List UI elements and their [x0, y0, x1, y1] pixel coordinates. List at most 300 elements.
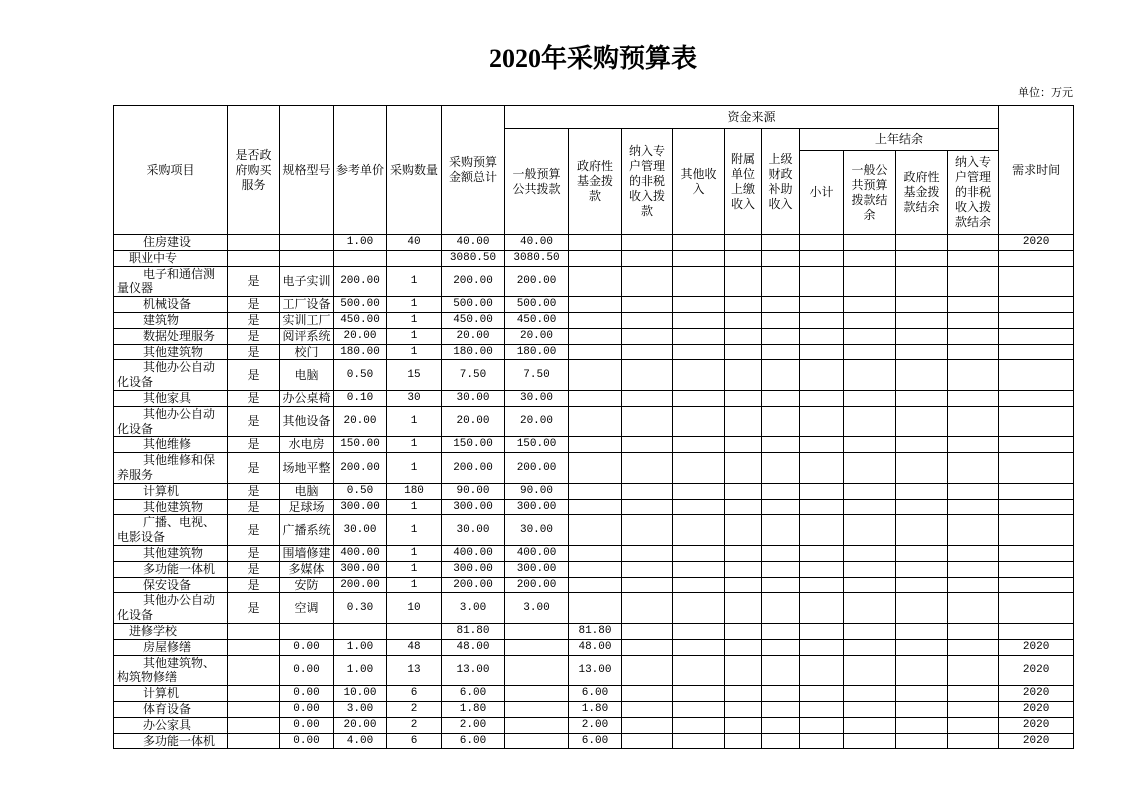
cell-total-budget: 150.00 [442, 437, 505, 453]
cell-total-budget: 81.80 [442, 623, 505, 639]
cell-balance-subtotal [800, 266, 844, 297]
cell-item: 职业中专 [114, 250, 228, 266]
cell-balance-gov-fund [896, 312, 948, 328]
cell-balance-general-budget [844, 437, 896, 453]
cell-quantity: 1 [387, 515, 442, 546]
cell-balance-subtotal [800, 360, 844, 391]
cell-balance-gov-fund [896, 483, 948, 499]
cell-gov-fund [569, 297, 622, 313]
cell-balance-subtotal [800, 297, 844, 313]
cell-superior-subsidy [762, 686, 800, 702]
cell-balance-subtotal [800, 701, 844, 717]
header-balance-subtotal [800, 151, 844, 235]
cell-gov-purchase [228, 733, 280, 749]
cell-quantity: 1 [387, 406, 442, 437]
cell-gov-purchase [228, 717, 280, 733]
cell-unit-price: 4.00 [334, 733, 387, 749]
cell-demand-time [999, 312, 1074, 328]
cell-gov-fund [569, 312, 622, 328]
cell-balance-general-budget [844, 623, 896, 639]
header-quantity-label: 采购数量 [389, 162, 438, 177]
cell-quantity: 1 [387, 266, 442, 297]
cell-balance-gov-fund [896, 499, 948, 515]
cell-item: 其他建筑物 [114, 499, 228, 515]
cell-special-account [622, 360, 673, 391]
cell-demand-time [999, 483, 1074, 499]
cell-gov-purchase: 是 [228, 266, 280, 297]
cell-balance-special-account [948, 561, 999, 577]
cell-balance-subtotal [800, 437, 844, 453]
cell-superior-subsidy [762, 733, 800, 749]
cell-unit-price [334, 623, 387, 639]
cell-superior-subsidy [762, 515, 800, 546]
cell-quantity [387, 623, 442, 639]
cell-total-budget: 20.00 [442, 328, 505, 344]
cell-balance-general-budget [844, 266, 896, 297]
cell-gov-fund [569, 453, 622, 484]
cell-special-account [622, 483, 673, 499]
cell-gov-purchase: 是 [228, 390, 280, 406]
table-row [114, 483, 1074, 499]
cell-other-income [673, 499, 725, 515]
cell-gov-purchase: 是 [228, 561, 280, 577]
cell-balance-special-account [948, 390, 999, 406]
cell-subsidiary-income [725, 733, 762, 749]
header-item-label: 采购项目 [146, 162, 195, 177]
cell-general-budget: 200.00 [505, 266, 569, 297]
cell-gov-fund [569, 545, 622, 561]
cell-balance-general-budget [844, 561, 896, 577]
cell-other-income [673, 453, 725, 484]
cell-special-account [622, 499, 673, 515]
table-row [114, 328, 1074, 344]
header-balance-general-budget-label: 一般公共预算拨款结余 [851, 162, 888, 222]
budget-table [113, 105, 1074, 749]
cell-subsidiary-income [725, 717, 762, 733]
cell-other-income [673, 437, 725, 453]
cell-general-budget [505, 623, 569, 639]
cell-balance-gov-fund [896, 593, 948, 624]
cell-demand-time: 2020 [999, 655, 1074, 686]
cell-demand-time [999, 577, 1074, 593]
table-row [114, 686, 1074, 702]
cell-subsidiary-income [725, 235, 762, 251]
cell-balance-special-account [948, 623, 999, 639]
cell-other-income [673, 515, 725, 546]
cell-balance-special-account [948, 545, 999, 561]
cell-balance-general-budget [844, 593, 896, 624]
cell-gov-fund [569, 515, 622, 546]
cell-other-income [673, 235, 725, 251]
cell-total-budget: 500.00 [442, 297, 505, 313]
cell-special-account [622, 593, 673, 624]
cell-balance-special-account [948, 312, 999, 328]
cell-other-income [673, 655, 725, 686]
cell-balance-gov-fund [896, 639, 948, 655]
cell-item: 其他家具 [114, 390, 228, 406]
unit-note: 单位：万元 [1018, 87, 1073, 99]
cell-subsidiary-income [725, 328, 762, 344]
cell-demand-time [999, 328, 1074, 344]
cell-special-account [622, 686, 673, 702]
cell-subsidiary-income [725, 639, 762, 655]
header-balance-special-account-label: 纳入专户管理的非税收入拨款结余 [955, 155, 992, 229]
cell-general-budget: 30.00 [505, 515, 569, 546]
cell-superior-subsidy [762, 717, 800, 733]
cell-special-account [622, 312, 673, 328]
header-general-budget-label: 一般预算公共拨款 [512, 166, 561, 196]
cell-balance-gov-fund [896, 344, 948, 360]
table-row [114, 390, 1074, 406]
cell-balance-special-account [948, 297, 999, 313]
cell-general-budget [505, 701, 569, 717]
cell-demand-time [999, 250, 1074, 266]
cell-item: 数据处理服务 [114, 328, 228, 344]
cell-item: 电子和通信测量仪器 [114, 266, 228, 297]
cell-other-income [673, 717, 725, 733]
cell-gov-fund [569, 266, 622, 297]
cell-balance-general-budget [844, 686, 896, 702]
cell-gov-purchase: 是 [228, 312, 280, 328]
cell-balance-general-budget [844, 577, 896, 593]
cell-spec: 0.00 [280, 733, 334, 749]
cell-demand-time [999, 561, 1074, 577]
cell-demand-time [999, 593, 1074, 624]
header-balance-special-account [948, 151, 999, 235]
table-row [114, 453, 1074, 484]
cell-balance-special-account [948, 515, 999, 546]
header-total-budget [442, 106, 505, 235]
cell-spec [280, 623, 334, 639]
header-subsidiary-income-label: 附属单位上缴收入 [730, 151, 755, 211]
cell-balance-subtotal [800, 577, 844, 593]
cell-item: 其他建筑物 [114, 344, 228, 360]
cell-balance-gov-fund [896, 561, 948, 577]
cell-demand-time: 2020 [999, 639, 1074, 655]
header-gov-fund [569, 129, 622, 235]
cell-spec: 0.00 [280, 717, 334, 733]
cell-gov-fund [569, 406, 622, 437]
cell-gov-purchase [228, 686, 280, 702]
cell-general-budget: 400.00 [505, 545, 569, 561]
cell-balance-special-account [948, 593, 999, 624]
cell-unit-price: 20.00 [334, 328, 387, 344]
cell-quantity: 48 [387, 639, 442, 655]
cell-superior-subsidy [762, 250, 800, 266]
cell-superior-subsidy [762, 344, 800, 360]
cell-balance-general-budget [844, 360, 896, 391]
cell-balance-special-account [948, 235, 999, 251]
cell-other-income [673, 266, 725, 297]
cell-gov-purchase: 是 [228, 545, 280, 561]
cell-total-budget: 30.00 [442, 390, 505, 406]
cell-special-account [622, 344, 673, 360]
cell-other-income [673, 733, 725, 749]
cell-balance-subtotal [800, 655, 844, 686]
cell-balance-subtotal [800, 344, 844, 360]
cell-quantity: 180 [387, 483, 442, 499]
cell-balance-gov-fund [896, 235, 948, 251]
table-row [114, 717, 1074, 733]
cell-balance-gov-fund [896, 623, 948, 639]
cell-other-income [673, 639, 725, 655]
table-row [114, 623, 1074, 639]
cell-general-budget: 40.00 [505, 235, 569, 251]
cell-quantity: 1 [387, 499, 442, 515]
cell-other-income [673, 328, 725, 344]
cell-subsidiary-income [725, 545, 762, 561]
cell-subsidiary-income [725, 437, 762, 453]
cell-item: 房屋修缮 [114, 639, 228, 655]
cell-special-account [622, 235, 673, 251]
table-row [114, 312, 1074, 328]
cell-item: 多功能一体机 [114, 733, 228, 749]
cell-gov-purchase: 是 [228, 499, 280, 515]
table-row [114, 515, 1074, 546]
cell-quantity: 13 [387, 655, 442, 686]
cell-general-budget [505, 655, 569, 686]
cell-spec: 围墙修建 [280, 545, 334, 561]
cell-gov-purchase [228, 250, 280, 266]
header-fund-source [505, 106, 999, 129]
cell-spec [280, 235, 334, 251]
cell-balance-gov-fund [896, 686, 948, 702]
cell-unit-price: 30.00 [334, 515, 387, 546]
cell-gov-purchase: 是 [228, 344, 280, 360]
cell-general-budget [505, 639, 569, 655]
cell-subsidiary-income [725, 623, 762, 639]
cell-item: 其他办公自动化设备 [114, 406, 228, 437]
cell-balance-special-account [948, 453, 999, 484]
cell-balance-subtotal [800, 686, 844, 702]
table-row [114, 701, 1074, 717]
cell-balance-general-budget [844, 406, 896, 437]
cell-subsidiary-income [725, 312, 762, 328]
cell-other-income [673, 297, 725, 313]
cell-demand-time [999, 515, 1074, 546]
cell-unit-price: 0.30 [334, 593, 387, 624]
cell-balance-general-budget [844, 499, 896, 515]
cell-demand-time: 2020 [999, 686, 1074, 702]
cell-gov-fund: 2.00 [569, 717, 622, 733]
cell-balance-subtotal [800, 733, 844, 749]
cell-unit-price: 500.00 [334, 297, 387, 313]
cell-special-account [622, 406, 673, 437]
cell-item: 办公家具 [114, 717, 228, 733]
cell-general-budget [505, 717, 569, 733]
cell-special-account [622, 733, 673, 749]
cell-spec [280, 250, 334, 266]
table-row [114, 250, 1074, 266]
cell-item: 保安设备 [114, 577, 228, 593]
cell-spec: 场地平整 [280, 453, 334, 484]
cell-balance-general-budget [844, 717, 896, 733]
cell-gov-fund [569, 250, 622, 266]
cell-unit-price: 400.00 [334, 545, 387, 561]
cell-unit-price: 0.50 [334, 360, 387, 391]
cell-total-budget: 3.00 [442, 593, 505, 624]
cell-unit-price: 200.00 [334, 577, 387, 593]
cell-quantity: 6 [387, 686, 442, 702]
cell-balance-subtotal [800, 515, 844, 546]
cell-spec: 阅评系统 [280, 328, 334, 344]
cell-subsidiary-income [725, 577, 762, 593]
cell-quantity: 1 [387, 545, 442, 561]
cell-item: 其他维修和保养服务 [114, 453, 228, 484]
table-row [114, 545, 1074, 561]
cell-subsidiary-income [725, 701, 762, 717]
header-item [114, 106, 228, 235]
cell-quantity: 15 [387, 360, 442, 391]
cell-balance-general-budget [844, 344, 896, 360]
cell-gov-purchase [228, 639, 280, 655]
cell-special-account [622, 577, 673, 593]
header-special-account-label: 纳入专户管理的非税收入拨款 [628, 144, 665, 218]
table-row [114, 499, 1074, 515]
cell-quantity: 1 [387, 328, 442, 344]
cell-balance-general-budget [844, 250, 896, 266]
cell-unit-price: 1.00 [334, 235, 387, 251]
cell-demand-time [999, 360, 1074, 391]
cell-total-budget: 400.00 [442, 545, 505, 561]
header-spec-label: 规格型号 [282, 162, 331, 177]
cell-general-budget: 450.00 [505, 312, 569, 328]
cell-superior-subsidy [762, 499, 800, 515]
cell-spec: 电脑 [280, 483, 334, 499]
cell-gov-fund [569, 344, 622, 360]
cell-unit-price: 180.00 [334, 344, 387, 360]
cell-subsidiary-income [725, 406, 762, 437]
cell-unit-price: 200.00 [334, 453, 387, 484]
cell-demand-time [999, 266, 1074, 297]
cell-gov-fund [569, 577, 622, 593]
header-gov-purchase [228, 106, 280, 235]
cell-gov-purchase: 是 [228, 360, 280, 391]
cell-spec: 电子实训 [280, 266, 334, 297]
cell-total-budget: 30.00 [442, 515, 505, 546]
cell-general-budget: 7.50 [505, 360, 569, 391]
cell-special-account [622, 545, 673, 561]
cell-superior-subsidy [762, 235, 800, 251]
cell-gov-purchase: 是 [228, 515, 280, 546]
cell-unit-price: 1.00 [334, 655, 387, 686]
cell-gov-purchase: 是 [228, 593, 280, 624]
cell-superior-subsidy [762, 561, 800, 577]
table-row [114, 344, 1074, 360]
cell-balance-general-budget [844, 733, 896, 749]
cell-general-budget: 20.00 [505, 406, 569, 437]
cell-item: 多功能一体机 [114, 561, 228, 577]
cell-balance-gov-fund [896, 655, 948, 686]
cell-balance-special-account [948, 483, 999, 499]
cell-quantity: 1 [387, 344, 442, 360]
cell-unit-price: 10.00 [334, 686, 387, 702]
cell-other-income [673, 483, 725, 499]
cell-gov-purchase [228, 235, 280, 251]
cell-balance-subtotal [800, 593, 844, 624]
cell-balance-special-account [948, 360, 999, 391]
cell-other-income [673, 406, 725, 437]
header-unit-price [334, 106, 387, 235]
cell-gov-fund: 1.80 [569, 701, 622, 717]
header-spec [280, 106, 334, 235]
cell-quantity: 1 [387, 577, 442, 593]
table-row [114, 266, 1074, 297]
header-balance-general-budget [844, 151, 896, 235]
header-superior-subsidy [762, 129, 800, 235]
cell-gov-fund [569, 593, 622, 624]
cell-quantity: 6 [387, 733, 442, 749]
cell-special-account [622, 390, 673, 406]
header-fund-source-label: 资金来源 [727, 109, 776, 124]
cell-special-account [622, 655, 673, 686]
cell-balance-general-budget [844, 453, 896, 484]
cell-balance-general-budget [844, 545, 896, 561]
table-row [114, 297, 1074, 313]
cell-superior-subsidy [762, 360, 800, 391]
cell-unit-price: 3.00 [334, 701, 387, 717]
cell-gov-fund: 81.80 [569, 623, 622, 639]
cell-gov-fund: 13.00 [569, 655, 622, 686]
cell-other-income [673, 545, 725, 561]
header-row [114, 106, 1074, 129]
cell-balance-gov-fund [896, 328, 948, 344]
cell-total-budget: 13.00 [442, 655, 505, 686]
cell-balance-general-budget [844, 328, 896, 344]
cell-balance-general-budget [844, 515, 896, 546]
table-row [114, 406, 1074, 437]
cell-subsidiary-income [725, 297, 762, 313]
cell-special-account [622, 297, 673, 313]
cell-superior-subsidy [762, 655, 800, 686]
cell-spec: 办公桌椅 [280, 390, 334, 406]
cell-subsidiary-income [725, 655, 762, 686]
cell-general-budget: 30.00 [505, 390, 569, 406]
cell-quantity: 1 [387, 437, 442, 453]
cell-unit-price: 150.00 [334, 437, 387, 453]
cell-demand-time [999, 623, 1074, 639]
header-superior-subsidy-label: 上级财政补助收入 [768, 151, 793, 211]
cell-total-budget: 450.00 [442, 312, 505, 328]
cell-special-account [622, 701, 673, 717]
cell-balance-subtotal [800, 235, 844, 251]
cell-other-income [673, 250, 725, 266]
cell-other-income [673, 701, 725, 717]
cell-subsidiary-income [725, 561, 762, 577]
cell-spec: 0.00 [280, 701, 334, 717]
header-balance-subtotal-label: 小计 [809, 185, 834, 199]
cell-total-budget: 2.00 [442, 717, 505, 733]
cell-demand-time [999, 297, 1074, 313]
cell-demand-time [999, 344, 1074, 360]
cell-balance-special-account [948, 437, 999, 453]
cell-subsidiary-income [725, 344, 762, 360]
cell-other-income [673, 623, 725, 639]
cell-item: 广播、电视、电影设备 [114, 515, 228, 546]
cell-quantity: 30 [387, 390, 442, 406]
cell-balance-gov-fund [896, 577, 948, 593]
cell-balance-general-budget [844, 297, 896, 313]
cell-item: 住房建设 [114, 235, 228, 251]
cell-superior-subsidy [762, 390, 800, 406]
cell-general-budget: 500.00 [505, 297, 569, 313]
cell-item: 其他建筑物 [114, 545, 228, 561]
cell-item: 建筑物 [114, 312, 228, 328]
cell-special-account [622, 437, 673, 453]
cell-total-budget: 200.00 [442, 453, 505, 484]
header-other-income [673, 129, 725, 235]
table-row [114, 733, 1074, 749]
